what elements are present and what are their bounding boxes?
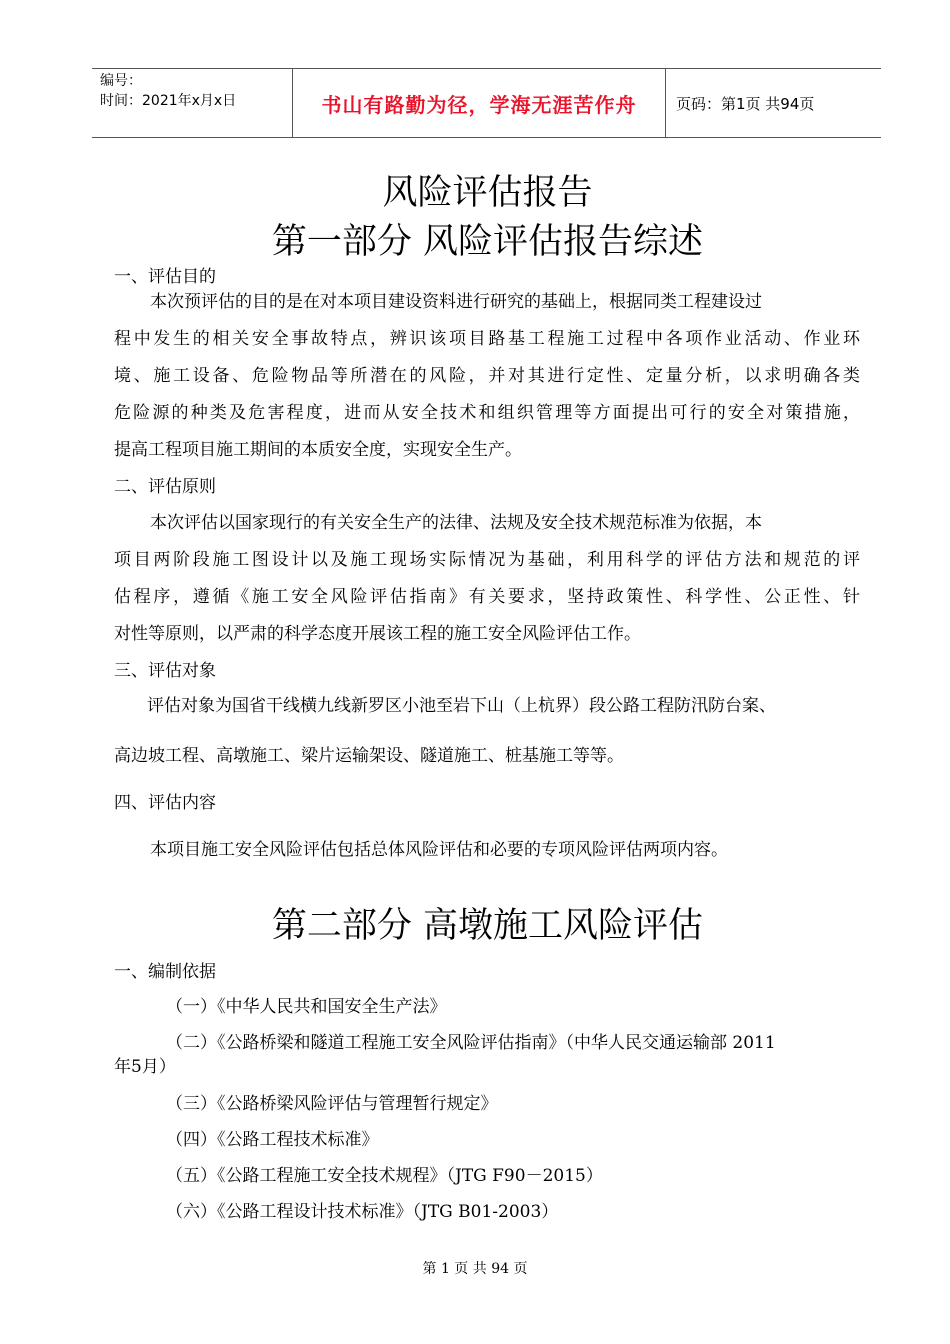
paragraph-line: 本次预评估的目的是在对本项目建设资料进行研究的基础上，根据同类工程建设过	[150, 292, 762, 312]
reference-item: （四）《公路工程技术标准》	[166, 1130, 379, 1150]
document-header	[92, 68, 881, 138]
header-meta-cell	[92, 69, 293, 137]
header-page-cell	[666, 69, 881, 137]
paragraph-line: 危险源的种类及危害程度，进而从安全技术和组织管理等方面提出可行的安全对策措施，	[114, 403, 860, 423]
motto-text: 书山有路勤为径，学海无涯苦作舟	[321, 92, 637, 117]
reference-item: （六）《公路工程设计技术标准》（JTG B01-2003）	[166, 1202, 559, 1222]
time-label: 时间：2021年x月x日	[100, 93, 237, 109]
paragraph-line: 项目两阶段施工图设计以及施工现场实际情况为基础，利用科学的评估方法和规范的评	[114, 550, 860, 570]
main-title: 风险评估报告	[382, 173, 593, 213]
section-heading: 三、评估对象	[114, 661, 216, 681]
paragraph-line: 本次评估以国家现行的有关安全生产的法律、法规及安全技术规范标准为依据，本	[150, 513, 762, 533]
paragraph-line: 提高工程项目施工期间的本质安全度，实现安全生产。	[114, 440, 522, 460]
paragraph-line: 对性等原则，以严肃的科学态度开展该工程的施工安全风险评估工作。	[114, 624, 641, 644]
part2-title: 第二部分 高墩施工风险评估	[271, 906, 704, 946]
reference-item: （二）《公路桥梁和隧道工程施工安全风险评估指南》（中华人民交通运输部 2011	[166, 1033, 776, 1053]
reference-item: （一）《中华人民共和国安全生产法》	[166, 997, 447, 1017]
section-heading: 四、评估内容	[114, 793, 216, 813]
paragraph-line: 境、施工设备、危险物品等所潜在的风险，并对其进行定性、定量分析，以求明确各类	[114, 366, 860, 386]
reference-item: （五）《公路工程施工安全技术规程》（JTG F90－2015）	[166, 1166, 603, 1186]
paragraph-line: 本项目施工安全风险评估包括总体风险评估和必要的专项风险评估两项内容。	[150, 840, 728, 860]
paragraph-line: 估程序，遵循《施工安全风险评估指南》有关要求，坚持政策性、科学性、公正性、针	[114, 587, 860, 607]
part1-title: 第一部分 风险评估报告综述	[271, 222, 704, 262]
section-heading: 一、评估目的	[114, 267, 216, 287]
paragraph-line: 程中发生的相关安全事故特点，辨识该项目路基工程施工过程中各项作业活动、作业环	[114, 329, 860, 349]
paragraph-line: 评估对象为国省干线横九线新罗区小池至岩下山（上杭界）段公路工程防汛防台案、	[147, 696, 776, 716]
paragraph-line: 高边坡工程、高墩施工、梁片运输架设、隧道施工、桩基施工等等。	[114, 746, 624, 766]
section-heading: 二、评估原则	[114, 477, 216, 497]
reference-item: 年5月）	[114, 1057, 176, 1077]
section-heading: 一、编制依据	[114, 962, 216, 982]
page-footer: 第 1 页 共 94 页	[422, 1261, 528, 1277]
page-label: 页码：第1页 共94页	[676, 94, 815, 113]
reference-item: （三）《公路桥梁风险评估与管理暂行规定》	[166, 1094, 498, 1114]
code-label: 编号：	[100, 73, 142, 89]
header-motto-cell	[293, 69, 666, 137]
